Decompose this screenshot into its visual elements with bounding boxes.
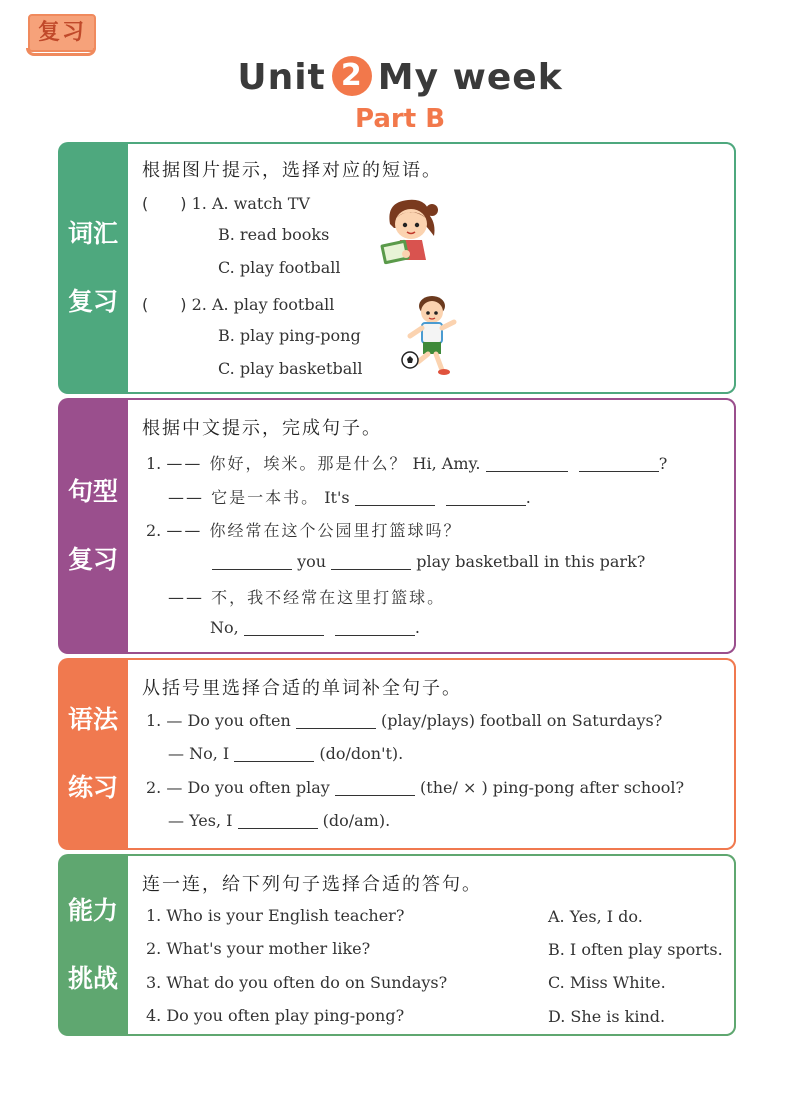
tab-line-1: 语法 bbox=[67, 705, 118, 734]
q1-line-a bbox=[146, 711, 662, 730]
chinese-prompt: —— 它是一本书。 bbox=[168, 488, 320, 507]
question-mark: ? bbox=[658, 454, 668, 473]
q2-line-b bbox=[168, 811, 390, 830]
sentence-end: (do/am). bbox=[322, 811, 391, 830]
sentence-end: (the/ × ) ping-pong after school? bbox=[420, 778, 685, 797]
match-answer[interactable]: A. Yes, I do. bbox=[548, 907, 643, 926]
answer-blank[interactable] bbox=[355, 491, 435, 506]
period: . bbox=[414, 618, 420, 637]
match-question[interactable]: 3. What do you often do on Sundays? bbox=[146, 973, 448, 992]
answer-blank[interactable] bbox=[486, 457, 568, 472]
answer-blank[interactable] bbox=[579, 457, 659, 472]
match-question[interactable]: 4. Do you often play ping-pong? bbox=[146, 1006, 405, 1025]
chinese-prompt: —— 你好，埃米。那是什么？ bbox=[166, 454, 408, 473]
question-number: 1. bbox=[146, 454, 162, 473]
answer-blank[interactable] bbox=[238, 814, 318, 829]
sentence-start: — Do you often play bbox=[166, 778, 330, 797]
review-badge-label: 复习 bbox=[28, 14, 96, 52]
q2-line-a bbox=[146, 778, 684, 797]
review-badge bbox=[26, 14, 96, 58]
tab-line-1: 词汇 bbox=[67, 219, 118, 248]
answer-bracket[interactable]: ( ) bbox=[142, 194, 187, 213]
answer-blank[interactable] bbox=[331, 555, 411, 570]
match-answer[interactable]: D. She is kind. bbox=[548, 1007, 666, 1026]
q2-line-c bbox=[168, 585, 445, 608]
sentence-review-section bbox=[58, 398, 736, 654]
question-number: 1. bbox=[191, 194, 207, 213]
q2-line-d bbox=[210, 618, 420, 637]
question-number: 1. bbox=[146, 711, 162, 730]
unit-title: My week bbox=[377, 57, 563, 98]
english-text: you bbox=[297, 552, 327, 571]
question-1 bbox=[142, 191, 310, 214]
sentence-start: — Yes, I bbox=[168, 811, 233, 830]
grammar-practice-section bbox=[58, 658, 736, 850]
tab-line-2: 挑战 bbox=[67, 964, 118, 993]
unit-number: 2 bbox=[332, 56, 372, 96]
option-a: A. watch TV bbox=[211, 194, 310, 213]
answer-blank[interactable] bbox=[244, 621, 324, 636]
q1-line-a bbox=[146, 451, 667, 474]
answer-blank[interactable] bbox=[296, 714, 376, 729]
answer-bracket[interactable]: ( ) bbox=[142, 295, 187, 314]
question-number: 2. bbox=[146, 778, 162, 797]
question-number: 2. bbox=[146, 521, 162, 540]
q2-line-a bbox=[146, 518, 461, 541]
section-panel bbox=[128, 142, 736, 394]
tab-line-2: 复习 bbox=[67, 287, 118, 316]
match-question[interactable]: 2. What's your mother like? bbox=[146, 939, 371, 958]
sentence-end: (play/plays) football on Saturdays? bbox=[381, 711, 663, 730]
tab-line-1: 句型 bbox=[67, 477, 118, 506]
answer-blank[interactable] bbox=[335, 621, 415, 636]
question-number: 2. bbox=[191, 295, 207, 314]
tab-line-2: 复习 bbox=[67, 545, 118, 574]
option-b: B. play ping-pong bbox=[218, 326, 361, 345]
chinese-prompt: —— 不，我不经常在这里打篮球。 bbox=[168, 588, 446, 607]
tab-line-2: 练习 bbox=[67, 773, 118, 802]
answer-blank[interactable] bbox=[234, 747, 314, 762]
q1-line-b bbox=[168, 485, 531, 508]
book-icon bbox=[26, 48, 96, 56]
q2-line-b bbox=[212, 552, 645, 571]
section-tab bbox=[58, 658, 128, 850]
english-text: Hi, Amy. bbox=[412, 454, 481, 473]
question-2 bbox=[142, 292, 334, 315]
sentence-start: — Do you often bbox=[166, 711, 291, 730]
tab-line-1: 能力 bbox=[67, 896, 118, 925]
section-tab bbox=[58, 854, 128, 1036]
section-panel bbox=[128, 658, 736, 850]
period: . bbox=[525, 488, 531, 507]
answer-blank[interactable] bbox=[335, 781, 415, 796]
chinese-prompt: —— 你经常在这个公园里打篮球吗？ bbox=[166, 521, 462, 540]
page-title bbox=[0, 56, 800, 98]
vocabulary-review-section bbox=[58, 142, 736, 394]
section-panel bbox=[128, 854, 736, 1036]
sentence-start: — No, I bbox=[168, 744, 230, 763]
english-text: play basketball in this park? bbox=[416, 552, 646, 571]
instruction: 连一连，给下列句子选择合适的答句。 bbox=[142, 874, 482, 895]
english-text: It's bbox=[324, 488, 350, 507]
english-text: No, bbox=[210, 618, 239, 637]
instruction: 根据图片提示，选择对应的短语。 bbox=[142, 160, 442, 181]
match-question[interactable]: 1. Who is your English teacher? bbox=[146, 906, 405, 925]
boy-kicking-football-icon bbox=[398, 292, 464, 378]
option-a: A. play football bbox=[211, 295, 335, 314]
answer-blank[interactable] bbox=[212, 555, 292, 570]
answer-blank[interactable] bbox=[446, 491, 526, 506]
section-tab bbox=[58, 142, 128, 394]
unit-word: Unit bbox=[237, 57, 326, 98]
ability-challenge-section bbox=[58, 854, 736, 1036]
girl-reading-book-icon bbox=[376, 194, 446, 274]
option-c: C. play football bbox=[218, 258, 341, 277]
part-label: Part B bbox=[354, 104, 446, 134]
option-c: C. play basketball bbox=[218, 359, 363, 378]
option-b: B. read books bbox=[218, 225, 330, 244]
match-answer[interactable]: C. Miss White. bbox=[548, 973, 666, 992]
instruction: 根据中文提示，完成句子。 bbox=[142, 418, 382, 439]
instruction: 从括号里选择合适的单词补全句子。 bbox=[142, 678, 462, 699]
q1-line-b bbox=[168, 744, 403, 763]
section-panel bbox=[128, 398, 736, 654]
match-answer[interactable]: B. I often play sports. bbox=[548, 940, 723, 959]
section-tab bbox=[58, 398, 128, 654]
sentence-end: (do/don't). bbox=[319, 744, 404, 763]
